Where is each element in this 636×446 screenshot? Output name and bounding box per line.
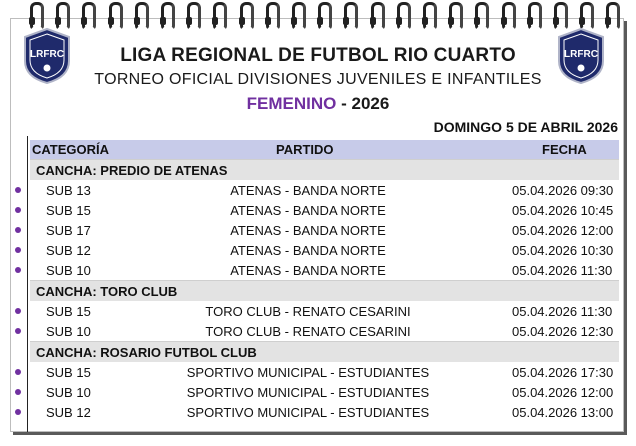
- binding-ring: [240, 2, 254, 30]
- row-date: 05.04.2026 10:45: [512, 203, 614, 218]
- row-date: 05.04.2026 09:30: [512, 183, 614, 198]
- binding-ring: [606, 2, 620, 30]
- binding-ring: [30, 2, 44, 30]
- bullet-icon: [15, 369, 21, 375]
- header-match: PARTIDO: [276, 142, 334, 157]
- binding-ring: [423, 2, 437, 30]
- row-match: ATENAS - BANDA NORTE: [230, 183, 386, 198]
- bullet-icon: [15, 308, 21, 314]
- binding-ring: [109, 2, 123, 30]
- table-row: [30, 220, 619, 240]
- row-match: SPORTIVO MUNICIPAL - ESTUDIANTES: [186, 405, 430, 420]
- spiral-binding: [0, 0, 636, 30]
- binding-ring: [502, 2, 516, 30]
- table-row: [30, 382, 619, 402]
- row-category: SUB 15: [46, 203, 91, 218]
- tournament-subtitle: TORNEO OFICIAL DIVISIONES JUVENILES E INFANTILES: [94, 71, 542, 88]
- row-category: SUB 12: [46, 243, 91, 258]
- bullet-icon: [15, 187, 21, 193]
- header-date: FECHA: [542, 142, 587, 157]
- league-title: LIGA REGIONAL DE FUTBOL RIO CUARTO: [120, 45, 516, 66]
- row-date: 05.04.2026 12:00: [512, 385, 614, 400]
- binding-ring: [580, 2, 594, 30]
- row-category: SUB 10: [46, 263, 91, 278]
- table-row: [30, 200, 619, 220]
- row-match: SPORTIVO MUNICIPAL - ESTUDIANTES: [186, 385, 430, 400]
- binding-ring: [161, 2, 175, 30]
- court-label: CANCHA: PREDIO DE ATENAS: [36, 163, 228, 178]
- binding-ring: [371, 2, 385, 30]
- logo-text: LRFRC: [30, 49, 64, 60]
- binding-ring: [344, 2, 358, 30]
- category-label: FEMENINO: [246, 94, 337, 113]
- binding-ring: [397, 2, 411, 30]
- table-row: [30, 260, 619, 280]
- bullet-icon: [15, 227, 21, 233]
- table-row: [30, 402, 619, 422]
- row-category: SUB 15: [46, 304, 91, 319]
- court-header: [30, 159, 619, 180]
- row-category: SUB 15: [46, 365, 91, 380]
- category-separator: -: [336, 94, 352, 113]
- table-row: [30, 180, 619, 200]
- header-category: CATEGORÍA: [32, 142, 110, 157]
- bullet-icon: [15, 247, 21, 253]
- table-row: [30, 321, 619, 341]
- fixture-table: [30, 140, 619, 422]
- bullet-icon: [15, 409, 21, 415]
- logo-text: LRFRC: [564, 49, 598, 60]
- row-match: ATENAS - BANDA NORTE: [230, 263, 386, 278]
- court-header: [30, 280, 619, 301]
- binding-ring: [292, 2, 306, 30]
- bullet-icon: [15, 328, 21, 334]
- binding-ring: [318, 2, 332, 30]
- binding-ring: [56, 2, 70, 30]
- binding-ring: [135, 2, 149, 30]
- binding-ring: [82, 2, 96, 30]
- row-date: 05.04.2026 12:00: [512, 223, 614, 238]
- binding-ring: [554, 2, 568, 30]
- row-date: 05.04.2026 11:30: [512, 263, 613, 278]
- row-match: ATENAS - BANDA NORTE: [230, 203, 386, 218]
- row-category: SUB 10: [46, 385, 91, 400]
- table-header: [30, 140, 619, 159]
- table-row: [30, 240, 619, 260]
- category-heading: [0, 94, 636, 114]
- row-category: SUB 13: [46, 183, 91, 198]
- row-match: ATENAS - BANDA NORTE: [230, 223, 386, 238]
- row-date: 05.04.2026 11:30: [512, 304, 613, 319]
- bullet-icon: [15, 267, 21, 273]
- bullet-icon: [15, 389, 21, 395]
- row-category: SUB 17: [46, 223, 91, 238]
- binding-ring: [213, 2, 227, 30]
- binding-ring: [475, 2, 489, 30]
- row-date: 05.04.2026 13:00: [512, 405, 614, 420]
- row-match: TORO CLUB - RENATO CESARINI: [205, 324, 411, 339]
- table-row: [30, 301, 619, 321]
- row-match: SPORTIVO MUNICIPAL - ESTUDIANTES: [186, 365, 430, 380]
- match-day-date: DOMINGO 5 DE ABRIL 2026: [433, 119, 618, 135]
- binding-ring: [187, 2, 201, 30]
- year-label: 2026: [351, 94, 390, 113]
- row-date: 05.04.2026 17:30: [512, 365, 614, 380]
- row-match: TORO CLUB - RENATO CESARINI: [205, 304, 411, 319]
- row-category: SUB 10: [46, 324, 91, 339]
- row-date: 05.04.2026 10:30: [512, 243, 614, 258]
- row-date: 05.04.2026 12:30: [512, 324, 614, 339]
- binding-ring: [449, 2, 463, 30]
- court-label: CANCHA: ROSARIO FUTBOL CLUB: [36, 345, 257, 360]
- row-match: ATENAS - BANDA NORTE: [230, 243, 386, 258]
- margin-line: [27, 136, 28, 432]
- bullet-icon: [15, 207, 21, 213]
- table-row: [30, 362, 619, 382]
- row-category: SUB 12: [46, 405, 91, 420]
- binding-ring: [266, 2, 280, 30]
- court-label: CANCHA: TORO CLUB: [36, 284, 178, 299]
- court-header: [30, 341, 619, 362]
- binding-ring: [528, 2, 542, 30]
